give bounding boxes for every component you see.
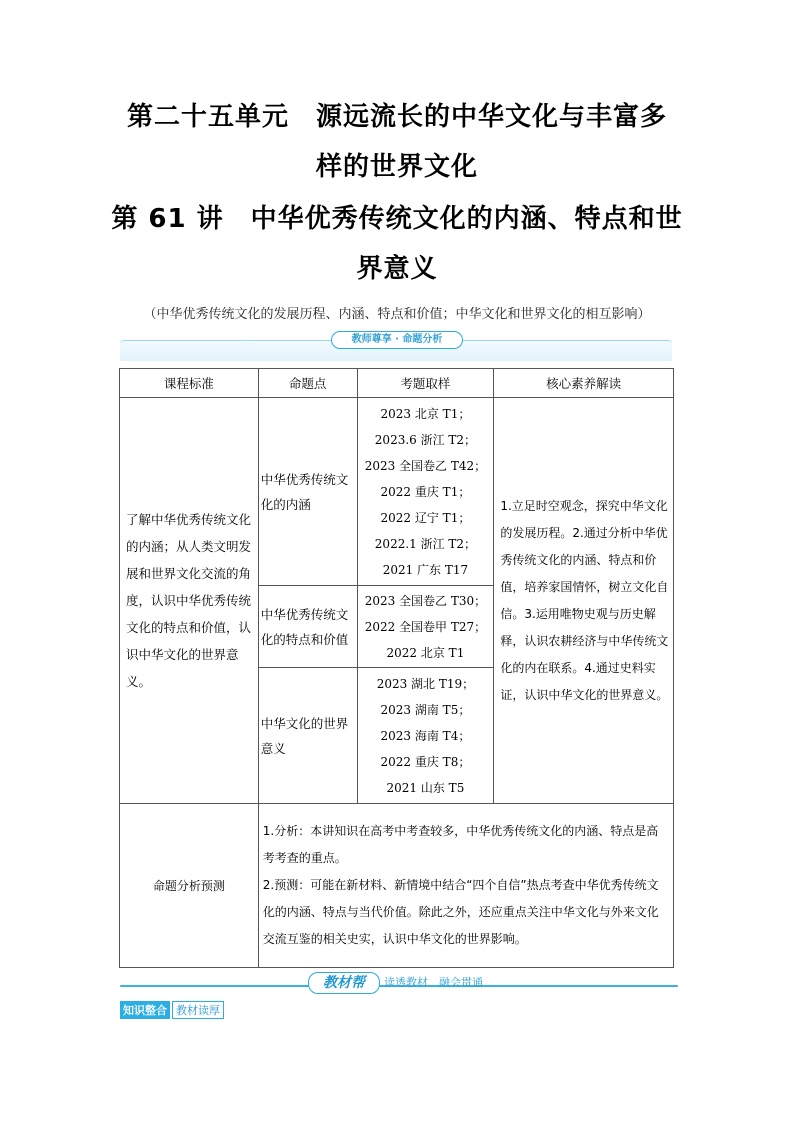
example-item: 2023 湖北 T19； — [376, 676, 475, 691]
lecture-title-line1: 第 61 讲 中华优秀传统文化的内涵、特点和世 — [111, 204, 683, 234]
header-examples: 考题取样 — [357, 369, 494, 398]
header-core: 核心素养解读 — [494, 369, 674, 398]
header-topic: 命题点 — [258, 369, 357, 398]
prediction-text — [258, 804, 673, 968]
table-header-row — [120, 369, 674, 398]
textbook-badge: 教材帮 — [308, 972, 380, 994]
tag-textbook: 教材读厚 — [172, 1001, 224, 1019]
example-item: 2023 湖南 T5； — [380, 702, 471, 717]
section-tags — [120, 1001, 224, 1019]
example-item: 2022 重庆 T8； — [380, 754, 471, 769]
examples-2 — [357, 586, 494, 668]
example-item: 2022 重庆 T1； — [380, 484, 471, 499]
lecture-title-line2: 界意义 — [356, 254, 438, 284]
lecture-subtitle: （中华优秀传统文化的发展历程、内涵、特点和价值；中华文化和世界文化的相互影响） — [143, 307, 651, 322]
example-item: 2022 北京 T1 — [386, 645, 465, 660]
footer-tagline: 读透教材 融会贯通 — [384, 976, 483, 989]
unit-title-line2: 样的世界文化 — [315, 152, 478, 182]
example-item: 2022.1 浙江 T2； — [374, 536, 477, 551]
table-row — [120, 804, 674, 968]
example-item: 2021 广东 T17 — [382, 562, 469, 577]
prediction-analysis: 1.分析：本讲知识在高考中考查较多，中华优秀传统文化的内涵、特点是高考考查的重点。 — [262, 824, 659, 865]
topic-3: 中华文化的世界意义 — [258, 668, 357, 804]
header-standard: 课程标准 — [120, 369, 259, 398]
topic-1: 中华优秀传统文化的内涵 — [258, 398, 357, 586]
example-item: 2023.6 浙江 T2； — [374, 432, 477, 447]
example-item: 2023 全国卷乙 T42； — [364, 458, 487, 473]
prediction-label: 命题分析预测 — [120, 804, 259, 968]
table-row — [120, 398, 674, 586]
core-literacy: 1.立足时空观念，探究中华文化的发展历程。2.通过分析中华优秀传统文化的内涵、特点和价值，培养家国情怀，树立文化自信。3.运用唯物史观与历史解释，认识农耕经济与中华传统文化的内在联系。4.通过史料实证，认识中华文化的世界意义。 — [494, 398, 674, 804]
analysis-table — [119, 368, 674, 968]
unit-title-line1: 第二十五单元 源远流长的中华文化与丰富多 — [126, 102, 667, 132]
examples-3 — [357, 668, 494, 804]
example-item: 2022 全国卷甲 T27； — [364, 619, 487, 634]
band-label: 教师尊享 · 命题分析 — [331, 331, 463, 349]
examples-1 — [357, 398, 494, 586]
course-standard: 了解中华优秀传统文化的内涵；从人类文明发展和世界文化交流的角度，认识中华优秀传统文化的特点和价值，认识中华文化的世界意义。 — [120, 398, 259, 804]
prediction-forecast: 2.预测：可能在新材料、新情境中结合“四个自信”热点考查中华优秀传统文化的内涵、特点与当代价值。除此之外，还应重点关注中华文化与外来文化交流互鉴的相关史实，认识中华文化的世界影响。 — [262, 878, 659, 946]
tag-knowledge: 知识整合 — [120, 1001, 170, 1019]
example-item: 2022 辽宁 T1； — [380, 510, 471, 525]
example-item: 2023 北京 T1； — [380, 406, 471, 421]
example-item: 2023 海南 T4； — [380, 728, 471, 743]
example-item: 2023 全国卷乙 T30； — [364, 593, 487, 608]
example-item: 2021 山东 T5 — [386, 780, 465, 795]
topic-2: 中华优秀传统文化的特点和价值 — [258, 586, 357, 668]
